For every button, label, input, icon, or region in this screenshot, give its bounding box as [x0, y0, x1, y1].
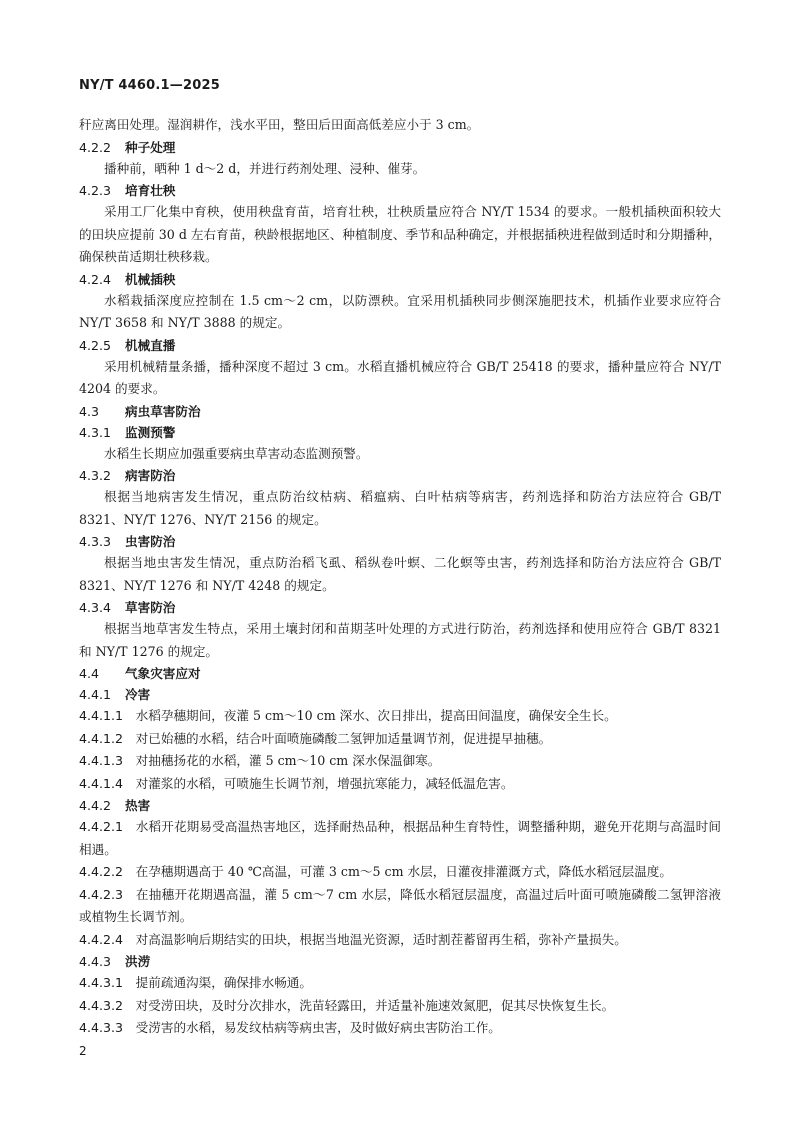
clause-text: 对已始穗的水稻，结合叶面喷施磷酸二氢钾加适量调节剂，促进提早抽穗。	[135, 730, 552, 746]
section-heading	[79, 269, 721, 290]
paragraph: 根据当地虫害发生情况，重点防治稻飞虱、稻纵卷叶螟、二化螟等虫害，药剂选择和防治方法应符合 GB/T 8321、NY/T 1276 和 NY/T 4248 的规定。	[79, 555, 721, 593]
section-heading	[79, 684, 721, 705]
paragraph: 水稻生长期应加强重要病虫草害动态监测预警。	[104, 445, 369, 461]
section-title: 洪涝	[125, 954, 151, 969]
clause-text: 受涝害的水稻，易发纹枯病等病虫害，及时做好病虫害防治工作。	[135, 1020, 501, 1035]
section-number: 4.2.3	[79, 183, 112, 198]
section-heading	[79, 951, 721, 972]
document-code: NY/T 4460.1—2025	[79, 78, 220, 93]
section-heading	[79, 795, 721, 816]
section-title: 机械直播	[125, 337, 176, 353]
numbered-clause	[79, 884, 721, 929]
section-heading	[79, 422, 721, 443]
section-number: 4.2.5	[79, 337, 112, 353]
paragraph: 采用机械精量条播，播种深度不超过 3 cm。水稻直播机械应符合 GB/T 25418 的要求，播种量应符合 NY/T 4204 的要求。	[79, 358, 721, 396]
section-title: 病害防治	[125, 468, 176, 483]
paragraph: 根据当地病害发生情况，重点防治纹枯病、稻瘟病、白叶枯病等病害，药剂选择和防治方法应符合 GB/T 8321、NY/T 1276、NY/T 2156 的规定。	[79, 489, 721, 527]
section-title: 冷害	[125, 687, 151, 702]
clause-number: 4.4.1.2	[79, 730, 124, 746]
numbered-clause	[79, 773, 721, 796]
numbered-clause	[79, 995, 721, 1018]
paragraph: 水稻栽插深度应控制在 1.5 cm～2 cm，以防漂秧。宜采用机插秧同步侧深施肥技术，机插作业要求应符合 NY/T 3658 和 NY/T 3888 的规定。	[79, 292, 721, 330]
section-title: 病虫草害防治	[125, 403, 201, 419]
clause-number: 4.4.2.4	[79, 931, 124, 947]
clause-number: 4.4.2.2	[79, 864, 124, 879]
document-body	[79, 114, 721, 1040]
clause-text: 在孕穗期遇高于 40 ℃高温，可灌 3 cm～5 cm 水层，日灌夜排灌溉方式，降低水稻冠层温度。	[135, 864, 672, 879]
section-number: 4.3.3	[79, 534, 112, 549]
clause-number: 4.4.2.1	[79, 819, 124, 834]
section-title: 热害	[125, 798, 151, 813]
clause-text: 对抽穗扬花的水稻，灌 5 cm～10 cm 深水保温御寒。	[135, 753, 441, 768]
section-number: 4.4.3	[79, 954, 112, 969]
section-heading	[79, 137, 721, 158]
numbered-clause	[79, 705, 721, 728]
section-heading	[79, 597, 721, 618]
clause-number: 4.4.1.4	[79, 775, 124, 791]
section-number: 4.4.1	[79, 687, 112, 702]
clause-number: 4.4.1.1	[79, 708, 124, 723]
clause-number: 4.4.3.2	[79, 997, 124, 1013]
numbered-clause	[79, 816, 721, 861]
clause-text: 在抽穗开花期遇高温，灌 5 cm～7 cm 水层，降低水稻冠层温度，高温过后叶面可喷施磷酸二氢钾溶液或植物生长调节剂。	[79, 886, 721, 924]
section-title: 虫害防治	[125, 534, 176, 549]
clause-text: 对受涝田块，及时分次排水，洗苗轻露田，并适量补施速效氮肥，促其尽快恢复生长。	[135, 997, 615, 1013]
section-title: 种子处理	[125, 139, 176, 155]
numbered-clause	[79, 972, 721, 995]
paragraph: 秆应离田处理。湿润耕作，浅水平田，整田后田面高低差应小于 3 cm。	[79, 117, 480, 132]
section-number: 4.3.4	[79, 600, 112, 615]
section-heading	[79, 401, 721, 422]
numbered-clause	[79, 861, 721, 884]
clause-number: 4.4.3.3	[79, 1020, 124, 1035]
numbered-clause	[79, 929, 721, 952]
section-number: 4.3.1	[79, 424, 112, 440]
clause-number: 4.4.1.3	[79, 753, 124, 768]
paragraph: 根据当地草害发生特点，采用土壤封闭和苗期茎叶处理的方式进行防治，药剂选择和使用应符合 GB/T 8321 和 NY/T 1276 的规定。	[79, 621, 721, 659]
numbered-clause	[79, 750, 721, 773]
section-number: 4.4	[79, 666, 100, 681]
clause-text: 对灌浆的水稻，可喷施生长调节剂，增强抗寒能力，减轻低温危害。	[135, 775, 514, 791]
clause-text: 水稻开花期易受高温热害地区，选择耐热品种，根据品种生育特性，调整播种期，避免开花期与高温时间相遇。	[79, 819, 721, 857]
section-heading	[79, 180, 721, 201]
clause-text: 水稻孕穗期间，夜灌 5 cm～10 cm 深水、次日排出，提高田间温度，确保安全生长。	[135, 708, 617, 723]
clause-text: 对高温影响后期结实的田块，根据当地温光资源，适时割茬蓄留再生稻，弥补产量损失。	[135, 931, 627, 947]
section-number: 4.3.2	[79, 468, 112, 483]
numbered-clause	[79, 728, 721, 751]
section-title: 培育壮秧	[125, 183, 176, 198]
section-number: 4.2.2	[79, 139, 112, 155]
numbered-clause	[79, 1017, 721, 1040]
section-title: 草害防治	[125, 600, 176, 615]
section-number: 4.2.4	[79, 271, 112, 287]
section-heading	[79, 465, 721, 486]
paragraph: 播种前，晒种 1 d～2 d，并进行药剂处理、浸种、催芽。	[104, 160, 426, 176]
clause-text: 提前疏通沟渠，确保排水畅通。	[135, 975, 312, 990]
section-title: 气象灾害应对	[125, 666, 201, 681]
section-title: 机械插秧	[125, 271, 176, 287]
clause-number: 4.4.2.3	[79, 886, 124, 902]
paragraph: 采用工厂化集中育秧，使用秧盘育苗，培育壮秧，壮秧质量应符合 NY/T 1534 的要求。一般机插秧面积较大的田块应提前 30 d 左右育苗，秧龄根据地区、种植制度、季节和品种确定，并根据插秧进程做到适时和分期播种，确保秧苗适期壮秧移栽。	[79, 204, 721, 264]
section-number: 4.4.2	[79, 798, 112, 813]
section-heading	[79, 663, 721, 684]
page-number: 2	[79, 1044, 87, 1058]
section-title: 监测预警	[125, 424, 176, 440]
section-heading	[79, 335, 721, 356]
section-number: 4.3	[79, 403, 100, 419]
section-heading	[79, 531, 721, 552]
clause-number: 4.4.3.1	[79, 975, 124, 990]
